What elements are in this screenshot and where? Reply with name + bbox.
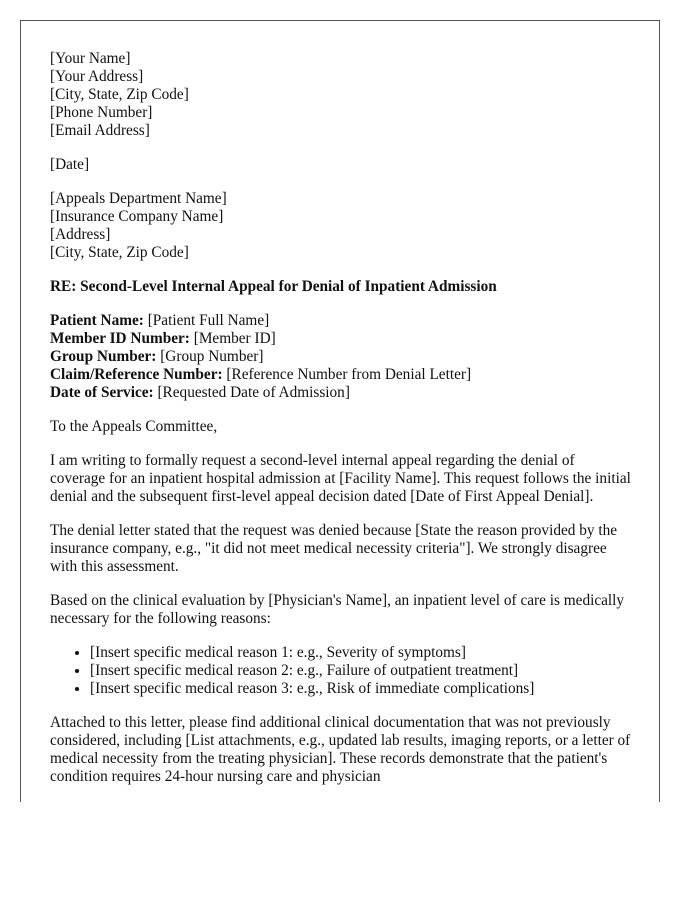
- recipient-company: [Insurance Company Name]: [50, 208, 224, 225]
- letter-date: [Date]: [50, 156, 90, 173]
- letter-body: [50, 50, 632, 786]
- field-date-of-service: [50, 384, 632, 402]
- recipient-block: [50, 190, 632, 262]
- subject-line: RE: Second-Level Internal Appeal for Denial of Inpatient Admission: [50, 278, 497, 295]
- sender-name: [Your Name]: [50, 50, 131, 67]
- salutation: To the Appeals Committee,: [50, 418, 218, 435]
- sender-phone: [Phone Number]: [50, 104, 153, 121]
- field-value: [Reference Number from Denial Letter]: [222, 366, 472, 383]
- paragraph-appeal-request: I am writing to formally request a second-level internal appeal regarding the denial of coverage for an inpatient hospital admission at [Facility Name]. This request follows the initial denial and the subsequent first-level appeal decision dated [Date of First Appeal Denial].: [50, 452, 631, 505]
- field-label: Claim/Reference Number:: [50, 366, 223, 383]
- list-item: • [Insert specific medical reason 2: e.g., Failure of outpatient treatment]: [90, 662, 632, 680]
- field-value: [Group Number]: [156, 348, 264, 365]
- sender-block: [50, 50, 632, 140]
- letter-page: [20, 20, 660, 802]
- field-label: Member ID Number:: [50, 330, 190, 347]
- paragraph-denial-reason: The denial letter stated that the request was denied because [State the reason provided by the insurance company, e.g., "it did not meet medical necessity criteria"]. We strongly disagree with this assessment.: [50, 522, 618, 575]
- field-claim-reference: [50, 366, 632, 384]
- field-label: Date of Service:: [50, 384, 154, 401]
- list-item: • [Insert specific medical reason 1: e.g., Severity of symptoms]: [90, 644, 632, 662]
- field-member-id: [50, 330, 632, 348]
- field-label: Group Number:: [50, 348, 157, 365]
- medical-reasons-list: [50, 644, 632, 698]
- recipient-department: [Appeals Department Name]: [50, 190, 227, 207]
- list-item: • [Insert specific medical reason 3: e.g., Risk of immediate complications]: [90, 680, 632, 698]
- paragraph-clinical-evaluation: Based on the clinical evaluation by [Physician's Name], an inpatient level of care is medically necessary for the following reasons:: [50, 592, 625, 627]
- field-group-number: [50, 348, 632, 366]
- patient-info-block: [50, 312, 632, 402]
- field-value: [Member ID]: [189, 330, 276, 347]
- field-patient-name: [50, 312, 632, 330]
- field-value: [Patient Full Name]: [143, 312, 270, 329]
- paragraph-attachments: Attached to this letter, please find additional clinical documentation that was not previously considered, including [List attachments, e.g., updated lab results, imaging reports, or a letter of medical necessity from the treating physician]. These records demonstrate that the patient's condition requires 24-hour nursing care and physician: [50, 714, 631, 785]
- recipient-address: [Address]: [50, 226, 111, 243]
- sender-email: [Email Address]: [50, 122, 150, 139]
- sender-address: [Your Address]: [50, 68, 144, 85]
- recipient-city-state-zip: [City, State, Zip Code]: [50, 244, 189, 261]
- sender-city-state-zip: [City, State, Zip Code]: [50, 86, 189, 103]
- field-label: Patient Name:: [50, 312, 144, 329]
- field-value: [Requested Date of Admission]: [153, 384, 350, 401]
